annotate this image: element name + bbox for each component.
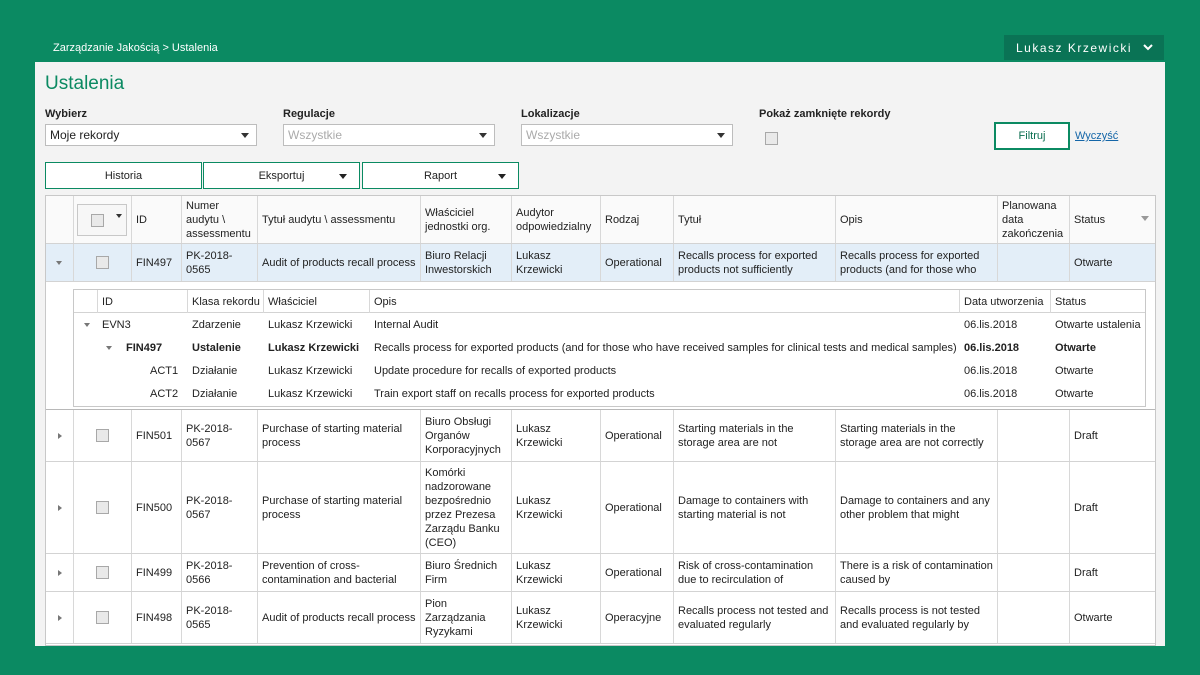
- report-button-label: Raport: [423, 169, 458, 182]
- cell-status: Draft: [1074, 429, 1098, 442]
- col-header-status[interactable]: [1070, 196, 1156, 243]
- sub-cell-status: Otwarte ustalenia: [1055, 318, 1141, 331]
- cell-planned: [998, 592, 1070, 643]
- cell-owner-unit: Pion Zarządzania Ryzykami: [421, 592, 512, 643]
- caret-down-icon: [479, 133, 487, 138]
- select-regulacje-value: Wszystkie: [288, 128, 342, 142]
- table-row[interactable]: [46, 462, 1156, 554]
- sub-col-header-status[interactable]: Status: [1055, 295, 1087, 308]
- col-header-status-label: Status: [1074, 213, 1106, 226]
- sub-header: [74, 290, 1145, 313]
- cell-audit-title: Audit of products recall process: [258, 592, 421, 643]
- sub-cell-created: 06.lis.2018: [964, 364, 1018, 377]
- breadcrumb[interactable]: Zarządzanie Jakością > Ustalenia: [53, 42, 218, 54]
- cell-desc: Recalls process is not tested and evaluated regularly by: [836, 592, 998, 643]
- cell-status: Otwarte: [1074, 256, 1113, 269]
- sub-cell-desc: Update procedure for recalls of exported products: [374, 364, 617, 377]
- cell-auditor: Lukasz Krzewicki: [512, 462, 601, 553]
- cell-status: Draft: [1074, 566, 1098, 579]
- export-button[interactable]: [203, 162, 360, 189]
- expand-cell[interactable]: [46, 554, 74, 591]
- cell-kind: Operational: [601, 554, 674, 591]
- sub-col-header-created[interactable]: Data utworzenia: [960, 290, 1051, 313]
- caret-down-icon[interactable]: [116, 214, 122, 218]
- cell-owner-unit: Biuro Średnich Firm: [421, 554, 512, 591]
- header-expand-col: [46, 196, 74, 243]
- cell-audit-title: Purchase of starting material process: [258, 410, 421, 461]
- filter-icon[interactable]: [1141, 216, 1149, 221]
- cell-planned: [998, 244, 1070, 281]
- expand-icon[interactable]: [58, 433, 62, 439]
- table-row[interactable]: [46, 244, 1156, 282]
- chevron-down-icon: [1142, 41, 1154, 53]
- cell-planned: [998, 462, 1070, 553]
- expand-icon[interactable]: [58, 615, 62, 621]
- table-row[interactable]: [46, 592, 1156, 644]
- select-all-box[interactable]: [77, 204, 127, 236]
- cell-auditor: Lukasz Krzewicki: [512, 244, 601, 281]
- col-header-auditor[interactable]: Audytor odpowiedzialny: [512, 196, 601, 243]
- cell-audit-title: Purchase of starting material process: [258, 462, 421, 553]
- cell-audit-no: PK-2018-0565: [182, 244, 258, 281]
- col-header-planned[interactable]: Planowana data zakończenia: [998, 196, 1070, 243]
- expand-cell[interactable]: [46, 244, 74, 281]
- row-select-cell: [74, 410, 132, 461]
- cell-planned: [998, 554, 1070, 591]
- row-checkbox[interactable]: [96, 501, 109, 514]
- col-header-kind[interactable]: Rodzaj: [601, 196, 674, 243]
- top-bar: [0, 0, 1200, 62]
- cell-status: Otwarte: [1074, 611, 1113, 624]
- cell-desc: Recalls process for exported products (and for those who: [836, 244, 998, 281]
- col-header-desc[interactable]: Opis: [836, 196, 998, 243]
- filter-label-wybierz: Wybierz: [45, 108, 87, 120]
- cell-id: FIN498: [132, 592, 182, 643]
- expand-icon[interactable]: [58, 505, 62, 511]
- cell-auditor: Lukasz Krzewicki: [512, 592, 601, 643]
- caret-down-icon: [241, 133, 249, 138]
- cell-title: Damage to containers with starting material is not: [674, 462, 836, 553]
- select-lokalizacje[interactable]: [521, 124, 733, 146]
- cell-audit-title: Audit of products recall process: [258, 244, 421, 281]
- cell-audit-title: Prevention of cross-contamination and bacterial: [258, 554, 421, 591]
- user-name: Lukasz Krzewicki: [1016, 40, 1133, 55]
- cell-kind: Operational: [601, 410, 674, 461]
- collapse-icon[interactable]: [106, 346, 112, 350]
- filter-button[interactable]: Filtruj: [994, 122, 1070, 150]
- sub-col-header-owner[interactable]: Właściciel: [264, 290, 370, 313]
- filter-label-lokalizacje: Lokalizacje: [521, 108, 580, 120]
- cell-title: Starting materials in the storage area are not: [674, 410, 836, 461]
- row-select-cell: [74, 244, 132, 281]
- sub-cell-created: 06.lis.2018: [964, 341, 1020, 354]
- report-button[interactable]: [362, 162, 519, 189]
- sub-row[interactable]: [74, 336, 1145, 359]
- cell-kind: Operational: [601, 244, 674, 281]
- filter-label-regulacje: Regulacje: [283, 108, 335, 120]
- cell-auditor: Lukasz Krzewicki: [512, 410, 601, 461]
- sub-cell-class: Ustalenie: [192, 341, 241, 354]
- cell-owner-unit: Biuro Obsługi Organów Korporacyjnych: [421, 410, 512, 461]
- sub-cell-class: Zdarzenie: [192, 318, 241, 331]
- select-wybierz[interactable]: [45, 124, 257, 146]
- show-closed-checkbox[interactable]: [765, 132, 778, 145]
- cell-auditor: Lukasz Krzewicki: [512, 554, 601, 591]
- sub-cell-created: 06.lis.2018: [964, 387, 1018, 400]
- sub-row[interactable]: [74, 359, 1145, 382]
- show-closed-label: Pokaż zamknięte rekordy: [759, 108, 891, 120]
- cell-title: Recalls process for exported products not sufficiently: [674, 244, 836, 281]
- sub-cell-status: Otwarte: [1055, 364, 1094, 377]
- cell-owner-unit: Komórki nadzorowane bezpośrednio przez Prezesa Zarządu Banku (CEO): [421, 462, 512, 553]
- sub-cell-id: EVN3: [102, 318, 131, 331]
- col-header-audit-no[interactable]: Numer audytu \ assessmentu: [182, 196, 258, 243]
- caret-down-icon: [717, 133, 725, 138]
- sub-cell-id: ACT2: [150, 387, 179, 400]
- row-checkbox[interactable]: [96, 429, 109, 442]
- cell-audit-no: PK-2018-0567: [182, 410, 258, 461]
- col-header-title[interactable]: Tytuł: [674, 196, 836, 243]
- main-panel: [35, 62, 1165, 646]
- cell-id: FIN497: [132, 244, 182, 281]
- export-button-label: Eksportuj: [258, 169, 305, 182]
- related-records-table: [73, 289, 1146, 407]
- sub-cell-id: ACT1: [150, 364, 179, 377]
- row-checkbox[interactable]: [96, 256, 109, 269]
- user-menu[interactable]: [1004, 35, 1164, 60]
- history-button-label: Historia: [104, 169, 143, 182]
- sub-col-header-id[interactable]: ID: [98, 290, 188, 313]
- sub-cell-owner: Lukasz Krzewicki: [268, 364, 353, 377]
- sub-cell-status: Otwarte: [1055, 341, 1096, 354]
- collapse-icon[interactable]: [56, 261, 62, 265]
- table-row[interactable]: [46, 554, 1156, 592]
- sub-cell-desc: Recalls process for exported products (and for those who have received samples for clinical tests and medical samples): [374, 341, 957, 354]
- cell-id: FIN501: [132, 410, 182, 461]
- header-select-all: [74, 196, 132, 243]
- clear-link[interactable]: Wyczyść: [1075, 130, 1119, 142]
- select-wybierz-value: Moje rekordy: [50, 128, 120, 142]
- row-select-cell: [74, 592, 132, 643]
- sub-header-expand: [74, 290, 98, 313]
- sub-cell-status: Otwarte: [1055, 387, 1094, 400]
- grid-header: [46, 196, 1156, 244]
- expand-cell[interactable]: [46, 592, 74, 643]
- page-title: Ustalenia: [45, 73, 125, 94]
- expand-cell[interactable]: [46, 462, 74, 553]
- collapse-icon[interactable]: [84, 323, 90, 327]
- caret-down-icon: [498, 174, 506, 179]
- sub-cell-desc: Train export staff on recalls process for exported products: [374, 387, 655, 400]
- table-row[interactable]: [46, 410, 1156, 462]
- cell-title: Recalls process not tested and evaluated regularly: [674, 592, 836, 643]
- row-select-cell: [74, 554, 132, 591]
- select-lokalizacje-value: Wszystkie: [526, 128, 580, 142]
- cell-audit-no: PK-2018-0566: [182, 554, 258, 591]
- history-button[interactable]: [45, 162, 202, 189]
- expand-cell[interactable]: [46, 410, 74, 461]
- sub-cell-owner: Lukasz Krzewicki: [268, 387, 353, 400]
- cell-id: FIN500: [132, 462, 182, 553]
- cell-audit-no: PK-2018-0565: [182, 592, 258, 643]
- cell-id: FIN499: [132, 554, 182, 591]
- sub-cell-created: 06.lis.2018: [964, 318, 1018, 331]
- cell-desc: Starting materials in the storage area are not correctly: [836, 410, 998, 461]
- cell-kind: Operacyjne: [601, 592, 674, 643]
- sub-row[interactable]: [74, 382, 1145, 405]
- sub-cell-class: Działanie: [192, 387, 238, 400]
- sub-col-header-class[interactable]: Klasa rekordu: [188, 290, 264, 313]
- col-header-audit-title[interactable]: Tytuł audytu \ assessmentu: [258, 196, 421, 243]
- sub-cell-id: FIN497: [126, 341, 163, 354]
- cell-desc: Damage to containers and any other problem that might: [836, 462, 998, 553]
- findings-grid: [45, 195, 1156, 646]
- cell-audit-no: PK-2018-0567: [182, 462, 258, 553]
- select-regulacje[interactable]: [283, 124, 495, 146]
- select-all-checkbox[interactable]: [91, 214, 104, 227]
- cell-desc: There is a risk of contamination caused by: [836, 554, 998, 591]
- row-select-cell: [74, 462, 132, 553]
- col-header-owner-unit[interactable]: Właściciel jednostki org.: [421, 196, 512, 243]
- cell-owner-unit: Biuro Relacji Inwestorskich: [421, 244, 512, 281]
- row-checkbox[interactable]: [96, 566, 109, 579]
- cell-kind: Operational: [601, 462, 674, 553]
- sub-cell-owner: Lukasz Krzewicki: [268, 318, 353, 331]
- col-header-id[interactable]: ID: [132, 196, 182, 243]
- sub-row[interactable]: [74, 313, 1145, 336]
- sub-cell-owner: Lukasz Krzewicki: [268, 341, 360, 354]
- cell-planned: [998, 410, 1070, 461]
- expand-icon[interactable]: [58, 570, 62, 576]
- sub-cell-desc: Internal Audit: [374, 318, 439, 331]
- cell-status: Draft: [1074, 501, 1098, 514]
- cell-title: Risk of cross-contamination due to recirculation of: [674, 554, 836, 591]
- sub-cell-class: Działanie: [192, 364, 238, 377]
- sub-col-header-desc[interactable]: Opis: [370, 290, 960, 313]
- row-checkbox[interactable]: [96, 611, 109, 624]
- caret-down-icon: [339, 174, 347, 179]
